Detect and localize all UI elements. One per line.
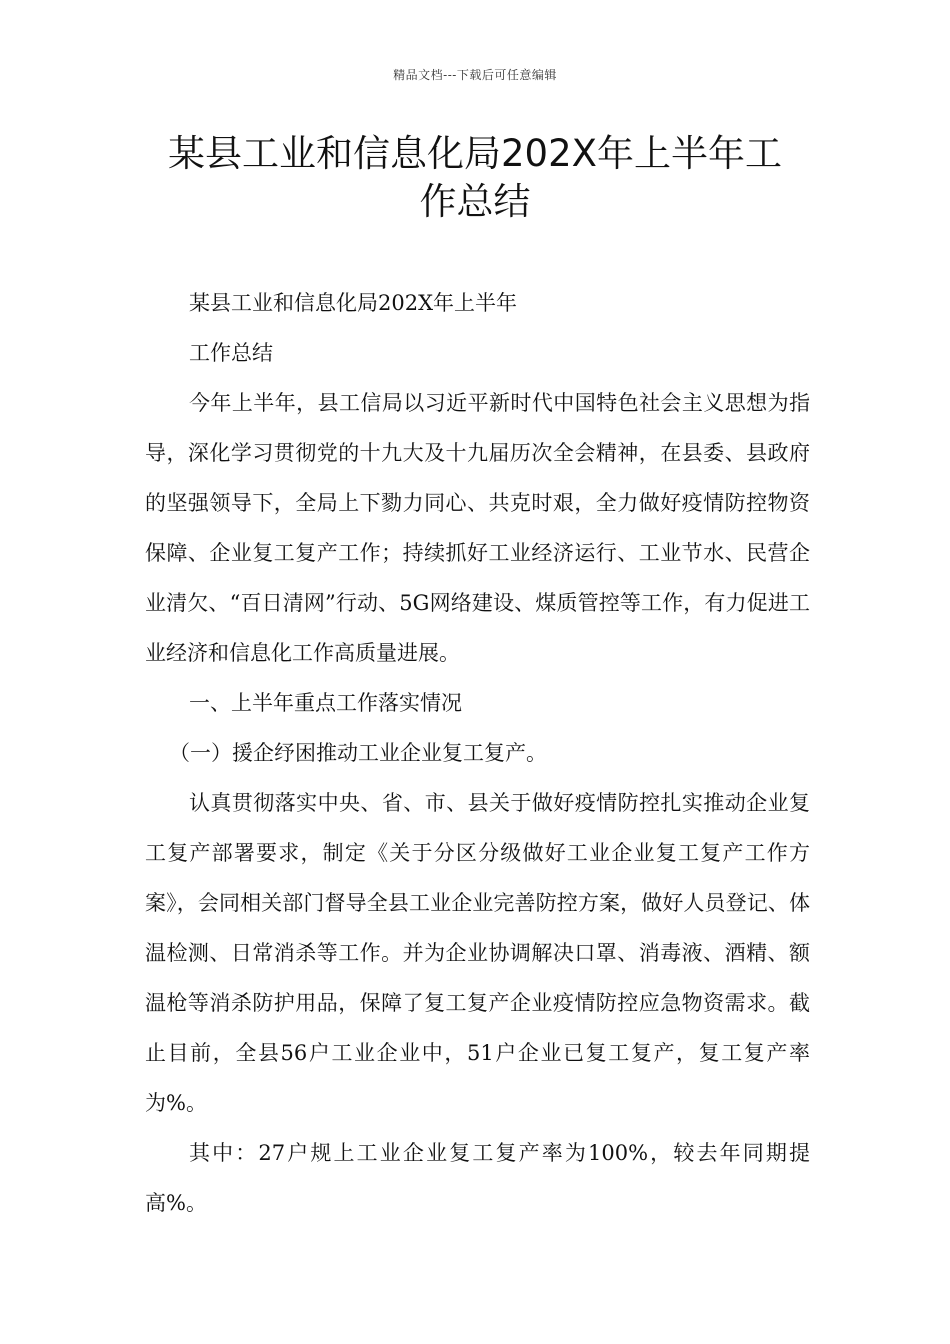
document-title (120, 130, 830, 226)
document-body (145, 278, 810, 1228)
subtitle-line-1: 某县工业和信息化局202X年上半年 (189, 291, 518, 315)
subtitle-line-2: 工作总结 (189, 341, 273, 365)
document-title-line-1: 某县工业和信息化局202X年上半年工 (168, 132, 782, 175)
section-heading-1: 一、上半年重点工作落实情况 (189, 691, 462, 715)
document-title-line-2: 作总结 (419, 180, 531, 223)
page-header-note: 精品文档---下载后可任意编辑 (393, 68, 557, 82)
intro-paragraph: 今年上半年，县工信局以习近平新时代中国特色社会主义思想为指导，深化学习贯彻党的十九大及十九届历次全会精神，在县委、县政府的坚强领导下，全局上下勠力同心、共克时艰，全力做好疫情防控物资保障、企业复工复产工作；持续抓好工业经济运行、工业节水、民营企业清欠、“百日清网”行动、5G网络建设、煤质管控等工作，有力促进工业经济和信息化工作高质量进展。 (145, 391, 810, 665)
subsection-heading-1: （一）援企纾困推动工业企业复工复产。 (169, 741, 547, 765)
body-paragraph-1: 认真贯彻落实中央、省、市、县关于做好疫情防控扎实推动企业复工复产部署要求，制定《关于分区分级做好工业企业复工复产工作方案》，会同相关部门督导全县工业企业完善防控方案，做好人员登记、体温检测、日常消杀等工作。并为企业协调解决口罩、消毒液、酒精、额温枪等消杀防护用品，保障了复工复产企业疫情防控应急物资需求。截止目前，全县56户工业企业中，51户企业已复工复产，复工复产率为%。 (145, 791, 810, 1115)
body-paragraph-2: 其中：27户规上工业企业复工复产率为100%，较去年同期提高%。 (145, 1141, 810, 1215)
